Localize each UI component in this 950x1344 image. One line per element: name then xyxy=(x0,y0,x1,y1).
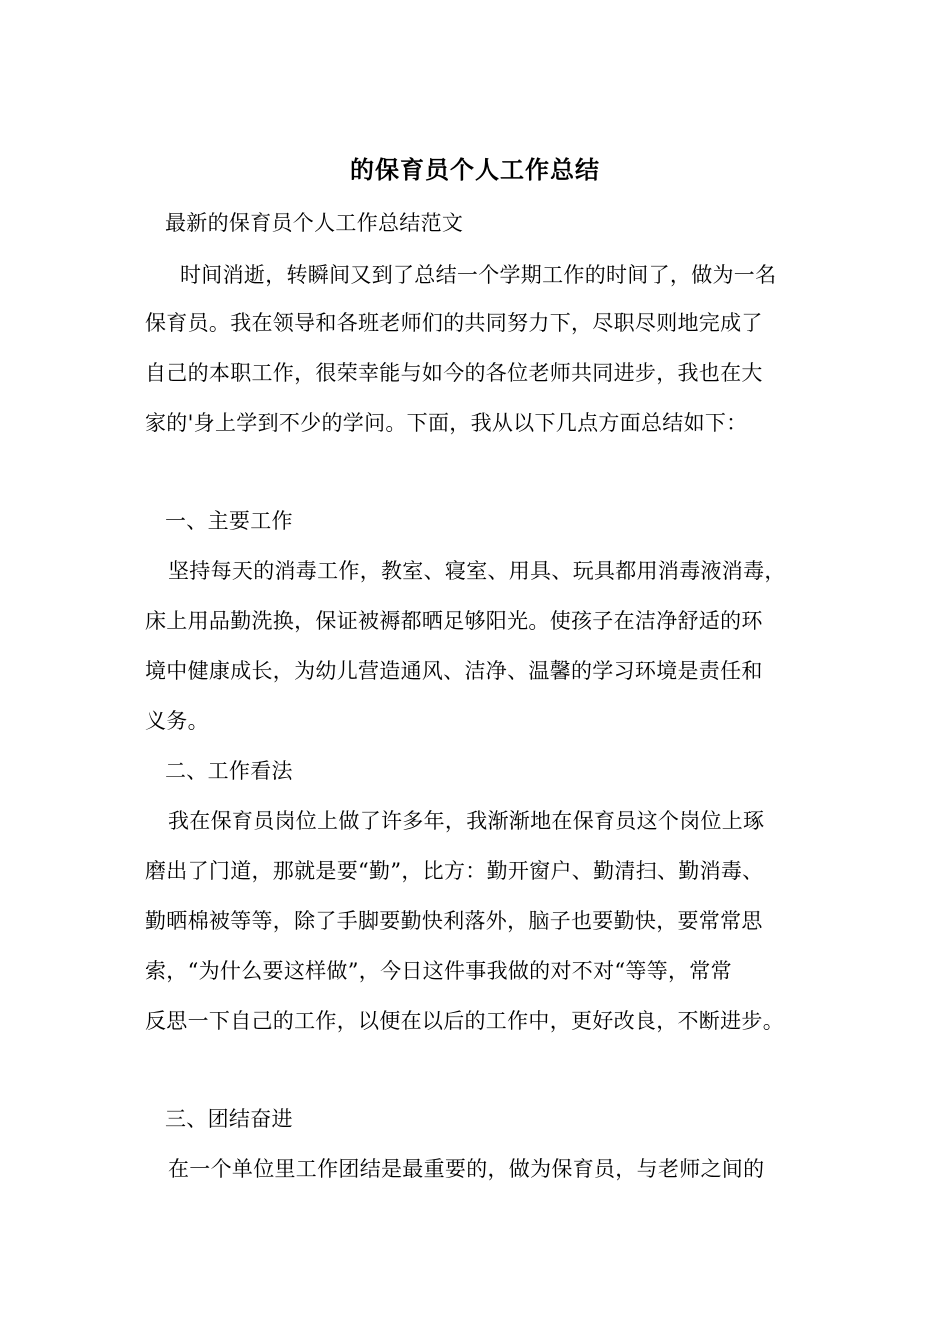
section-paragraph-line: 磨出了门道，那就是要“勤”，比方：勤开窗户、勤清扫、勤消毒、 xyxy=(145,859,764,883)
section-paragraph-line: 境中健康成长，为幼儿营造通风、洁净、温馨的学习环境是责任和 xyxy=(145,659,763,683)
section-paragraph-line: 在一个单位里工作团结是最重要的，做为保育员，与老师之间的 xyxy=(168,1157,765,1181)
section-paragraph-line: 床上用品勤洗换，保证被褥都晒足够阳光。使孩子在洁净舒适的环 xyxy=(145,609,763,633)
section-paragraph-line: 索，“为什么要这样做”，今日这件事我做的对不对“等等，常常 xyxy=(145,959,732,983)
section-paragraph-line: 我在保育员岗位上做了许多年，我渐渐地在保育员这个岗位上琢 xyxy=(168,809,765,833)
intro-paragraph-line: 保育员。我在领导和各班老师们的共同努力下，尽职尽则地完成了 xyxy=(145,311,763,335)
section-heading-unity: 三、团结奋进 xyxy=(165,1107,293,1131)
section-paragraph-line: 反思一下自己的工作，以便在以后的工作中，更好改良，不断进步。 xyxy=(145,1009,784,1033)
section-paragraph-line: 义务。 xyxy=(145,709,209,733)
section-paragraph-line: 勤晒棉被等等，除了手脚要勤快利落外，脑子也要勤快，要常常思 xyxy=(145,909,763,933)
section-heading-main-work: 一、主要工作 xyxy=(165,509,293,533)
document-subtitle: 最新的保育员个人工作总结范文 xyxy=(165,211,464,235)
intro-paragraph-line: 自己的本职工作，很荣幸能与如今的各位老师共同进步，我也在大 xyxy=(145,361,763,385)
document-title: 的保育员个人工作总结 xyxy=(350,155,600,184)
section-paragraph-line: 坚持每天的消毒工作，教室、寝室、用具、玩具都用消毒液消毒， xyxy=(168,559,786,583)
intro-paragraph-line: 家的'身上学到不少的学问。下面，我从以下几点方面总结如下： xyxy=(145,411,748,435)
intro-paragraph-line: 时间消逝，转瞬间又到了总结一个学期工作的时间了，做为一名 xyxy=(180,263,777,287)
section-heading-work-views: 二、工作看法 xyxy=(165,759,293,783)
